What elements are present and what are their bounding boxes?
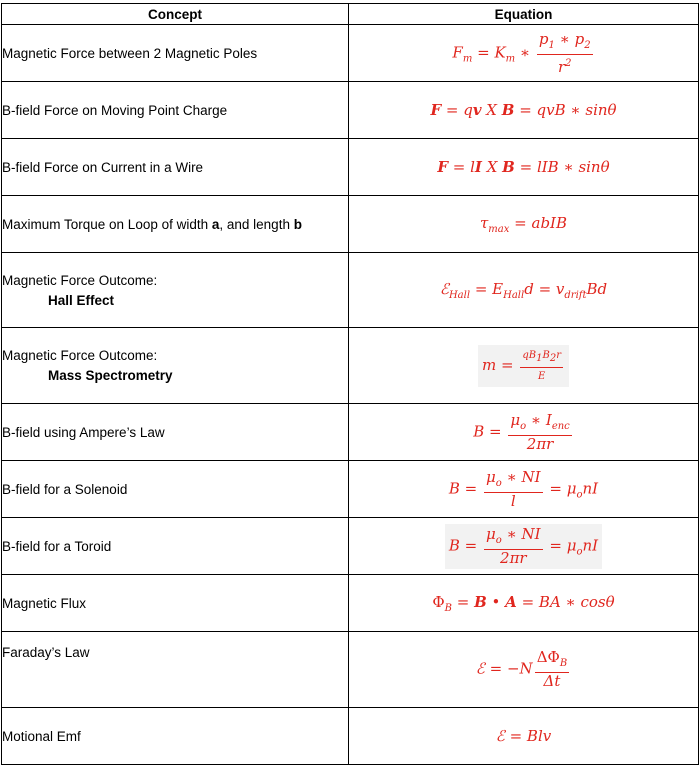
concept-label: Maximum Torque on Loop of width a, and length b xyxy=(2,216,302,232)
equation-cell xyxy=(349,25,699,82)
equation-faraday: ℰ = −N $\frac{\Delta\Phi_B}{\Delta t}$ xyxy=(475,648,568,690)
concept-cell xyxy=(2,82,349,139)
concept-label: Magnetic Force between 2 Magnetic Poles xyxy=(2,45,258,61)
table-row xyxy=(2,632,699,708)
table-row xyxy=(2,328,699,404)
concept-label: B-field Force on Current in a Wire xyxy=(2,159,204,175)
concept-cell xyxy=(2,25,349,82)
header-equation: Equation xyxy=(349,4,699,25)
concept-label: Faraday’s Law xyxy=(2,645,90,660)
equation-cell xyxy=(349,139,699,196)
table-row xyxy=(2,196,699,253)
concept-cell xyxy=(2,632,349,708)
equation-force-current-wire: F = lI X B = lIB ∗ sinθ xyxy=(437,158,610,177)
concept-label: Motional Emf xyxy=(2,728,81,744)
concept-label: B-field for a Solenoid xyxy=(2,481,128,497)
equation-max-torque: $\tau_{max}$ = abIB xyxy=(479,213,567,235)
concept-label: Magnetic Force Outcome: xyxy=(2,348,158,363)
equations-table xyxy=(1,3,699,765)
concept-label: B-field Force on Moving Point Charge xyxy=(2,102,228,118)
concept-label: B-field using Ampere’s Law xyxy=(2,424,165,440)
equation-cell xyxy=(349,196,699,253)
concept-cell xyxy=(2,404,349,461)
table-row xyxy=(2,82,699,139)
concept-cell xyxy=(2,518,349,575)
concept-cell xyxy=(2,708,349,765)
concept-cell xyxy=(2,575,349,632)
equation-mass-spectrometry: m = $\frac{qB_1B_2r}{E}$ xyxy=(478,345,569,387)
equation-motional-emf: ℰ = Blv xyxy=(495,727,552,746)
equation-cell xyxy=(349,708,699,765)
header-concept: Concept xyxy=(2,4,349,25)
table-row xyxy=(2,461,699,518)
concept-cell xyxy=(2,196,349,253)
equation-cell xyxy=(349,461,699,518)
table-row xyxy=(2,139,699,196)
equation-magnetic-force-poles: $F_m = K_m$ ∗ $\frac{p_1 ∗ p_2}{r^2}$ xyxy=(452,29,591,76)
header-row xyxy=(2,4,699,25)
equation-magnetic-flux: $\Phi_B = B$ • A = BA ∗ cosθ xyxy=(432,592,615,614)
equation-solenoid: B = $\frac{\mu_o ∗ NI}{l}$ = $\mu_onI$ xyxy=(448,467,599,510)
concept-label: Magnetic Force Outcome: xyxy=(2,272,158,288)
concept-cell xyxy=(2,139,349,196)
table-row xyxy=(2,708,699,765)
table-row xyxy=(2,253,699,328)
equation-cell xyxy=(349,575,699,632)
equation-cell xyxy=(349,632,699,708)
table-row xyxy=(2,575,699,632)
concept-sublabel: Mass Spectrometry xyxy=(48,368,173,383)
concept-cell xyxy=(2,461,349,518)
equation-force-point-charge: F = qv X B = qvB ∗ sinθ xyxy=(430,101,617,120)
concept-sublabel: Hall Effect xyxy=(48,292,115,308)
table-row xyxy=(2,404,699,461)
concept-label: Magnetic Flux xyxy=(2,595,87,611)
equation-cell xyxy=(349,82,699,139)
equation-cell xyxy=(349,253,699,328)
concept-label: B-field for a Toroid xyxy=(2,538,112,554)
concept-cell xyxy=(2,253,349,328)
equation-cell xyxy=(349,328,699,404)
table-row xyxy=(2,518,699,575)
equation-ampere: B = $\frac{\mu_o ∗ I_{enc}}{2\pi r}$ xyxy=(473,410,570,453)
equation-cell xyxy=(349,518,699,575)
concept-cell xyxy=(2,328,349,404)
equation-cell xyxy=(349,404,699,461)
equation-toroid: B = $\frac{\mu_o ∗ NI}{2\pi r}$ = $\mu_onI$ xyxy=(445,524,602,569)
equation-hall-effect: ℰ$_{Hall}$ = $E_{Hall}d = v_{drift}Bd$ xyxy=(439,279,608,301)
table-row xyxy=(2,25,699,82)
